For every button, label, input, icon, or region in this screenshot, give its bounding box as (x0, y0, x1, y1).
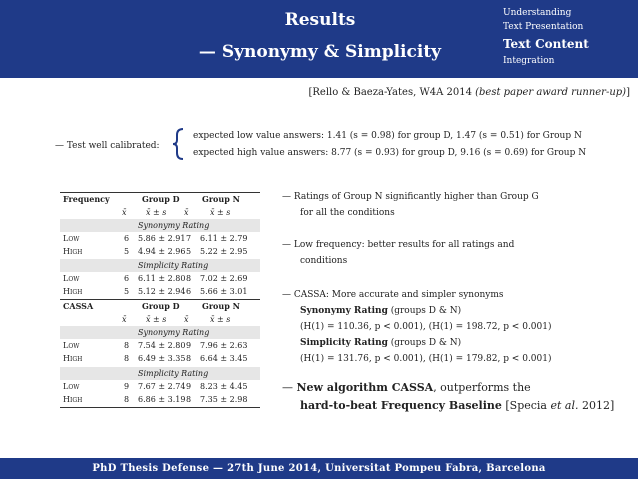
table-row: High 8 6.86 ± 3.19 8 7.35 ± 2.98 (63, 395, 248, 404)
calibration-low: expected low value answers: 1.41 (s = 0.98) for group D, 1.47 (s = 0.51) for Group N (193, 131, 582, 141)
header-group-d: Group D (142, 301, 180, 311)
table-subheader-row: x̄ x̄ ± s x̄ x̄ ± s (122, 315, 231, 324)
bullet-4: — New algorithm CASSA, outperforms the (282, 381, 531, 394)
bullet-3-synonymy: Synonymy Rating (groups D & N) (300, 306, 462, 316)
nav-item-text-presentation[interactable]: Text Presentation (503, 22, 584, 32)
calibration-high: expected high value answers: 8.77 (s = 0.93) for group D, 9.16 (s = 0.69) for Group N (193, 148, 587, 158)
bullet-1: — Ratings of Group N significantly higher than Group G (282, 192, 539, 202)
slide-header (0, 0, 638, 78)
header-group-n: Group N (202, 194, 240, 204)
table-header-row (60, 300, 260, 313)
header-cassa: CASSA (63, 301, 94, 311)
sub-mean-d: x̄ (122, 208, 127, 217)
table-rule (60, 407, 260, 408)
sub-range-d: x̄ ± s (146, 208, 167, 217)
bullet-2: — Low frequency: better results for all ratings and (282, 240, 515, 250)
table-row: High 5 5.12 ± 2.94 6 5.66 ± 3.01 (63, 287, 248, 296)
reference (308, 87, 630, 98)
bullet-1-cont: for all the conditions (300, 208, 395, 218)
table-row: Low 8 7.54 ± 2.80 9 7.96 ± 2.63 (63, 341, 248, 350)
table-row: High 5 4.94 ± 2.96 5 5.22 ± 2.95 (63, 247, 248, 256)
results-table (60, 192, 260, 408)
nav-item-integration[interactable]: Integration (503, 56, 555, 66)
header-group-d: Group D (142, 194, 180, 204)
bullet-4-cont: hard-to-beat Frequency Baseline [Specia et al. 2012] (300, 399, 615, 412)
sub-range-n: x̄ ± s (210, 208, 231, 217)
table-row: Low 6 6.11 ± 2.80 8 7.02 ± 2.69 (63, 274, 248, 283)
section-title: Simplicity Rating (60, 259, 260, 272)
slide-title: Results (284, 10, 356, 30)
table-row: Low 6 5.86 ± 2.91 7 6.11 ± 2.79 (63, 234, 248, 243)
reference-end: ] (626, 87, 630, 98)
section-nav (503, 6, 589, 68)
nav-item-understanding[interactable]: Understanding (503, 8, 572, 18)
nav-item-text-content[interactable]: Text Content (503, 37, 589, 51)
bullet-3-simplicity: Simplicity Rating (groups D & N) (300, 338, 462, 348)
bullet-2-cont: conditions (300, 256, 348, 266)
sub-mean-n: x̄ (184, 208, 189, 217)
header-frequency: Frequency (63, 194, 110, 204)
table-header-row (60, 193, 260, 206)
table-row: Low 9 7.67 ± 2.74 9 8.23 ± 4.45 (63, 382, 248, 391)
bullet-3: — CASSA: More accurate and simpler synonyms (282, 290, 504, 300)
bullet-3-simplicity-stats: (H(1) = 131.76, p < 0.001), (H(1) = 179.82, p < 0.001) (300, 354, 552, 364)
bullet-3-synonymy-stats: (H(1) = 110.36, p < 0.001), (H(1) = 198.72, p < 0.001) (300, 322, 552, 332)
section-title: Synonymy Rating (60, 219, 260, 232)
section-title: Simplicity Rating (60, 367, 260, 380)
table-subheader-row (60, 206, 260, 219)
calibration-label: — Test well calibrated: (55, 141, 160, 151)
slide-footer: PhD Thesis Defense — 27th June 2014, Universitat Pompeu Fabra, Barcelona (0, 458, 638, 479)
calibration-values (193, 128, 586, 162)
brace-icon (172, 127, 186, 161)
table-row: High 8 6.49 ± 3.35 8 6.64 ± 3.45 (63, 354, 248, 363)
header-group-n: Group N (202, 301, 240, 311)
slide-subtitle: — Synonymy & Simplicity (198, 42, 442, 62)
reference-text: [Rello & Baeza-Yates, W4A 2014 (308, 87, 476, 98)
section-title: Synonymy Rating (60, 326, 260, 339)
reference-note: (best paper award runner-up) (475, 87, 627, 98)
